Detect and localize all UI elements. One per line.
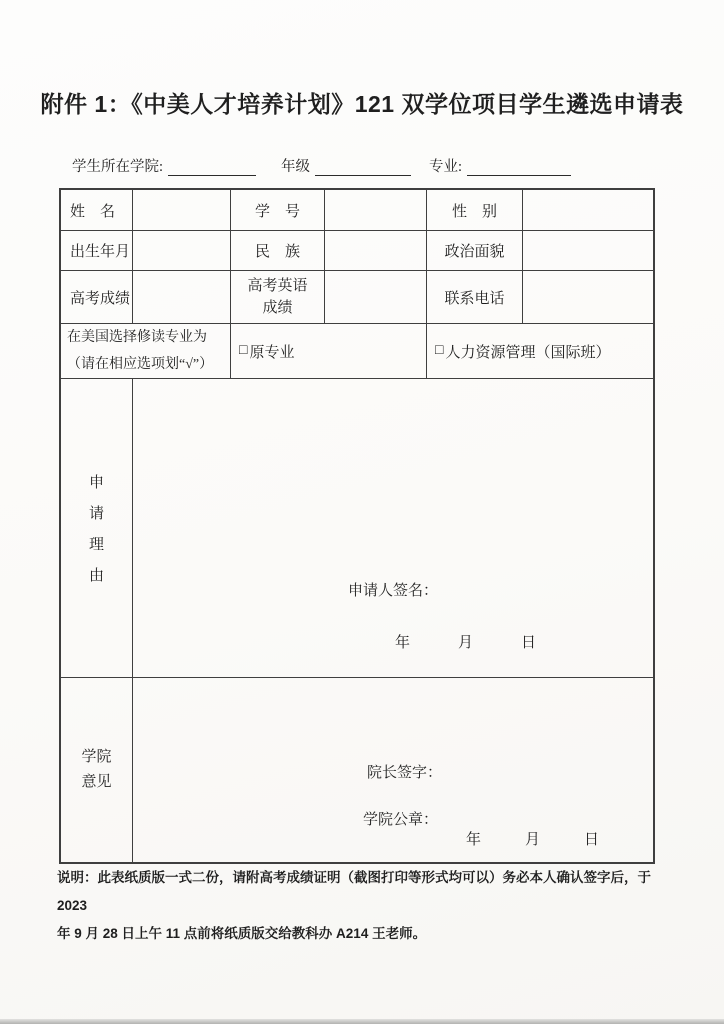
gaokao-english-value-cell[interactable] [325,271,427,324]
gender-label-cell: 性 别 [427,190,523,231]
day-label: 日 [584,832,600,848]
ethnic-value-cell[interactable] [325,231,427,271]
name-value-cell[interactable] [133,190,231,231]
reason-char: 由 [88,568,104,584]
form-title: 附件 1：《中美人才培养计划》121 双学位项目学生遴选申请表 [40,91,684,117]
scan-edge-shadow [0,1019,724,1024]
birth-label-cell: 出生年月 [61,231,133,271]
gender-value-cell[interactable] [523,190,653,231]
application-reason-content-cell[interactable] [133,379,653,678]
checkbox-icon[interactable]: □ [435,343,444,358]
college-field-label: 学生所在学院: [72,159,164,175]
name-label-cell: 姓 名 [61,190,133,231]
major-field-label: 专业: [429,159,463,175]
college-opinion-label-cell [61,678,133,862]
year-label: 年 [395,635,411,651]
political-label-cell: 政治面貌 [427,231,523,271]
table-grid [61,190,653,862]
month-label: 月 [458,635,474,651]
birth-value-cell[interactable] [133,231,231,271]
month-label: 月 [525,832,541,848]
opinion-date-line [466,828,599,849]
dean-signature-label: 院长签字： [367,765,443,781]
us-major-label-cell [61,324,231,379]
option-original-major-label: 原专业 [249,344,295,361]
college-opinion-content-cell[interactable] [133,678,653,862]
us-major-line1: 在美国选择修读专业为 [67,330,207,345]
student-id-label-cell: 学 号 [231,190,325,231]
gaokao-score-value-cell[interactable] [133,271,231,324]
phone-value-cell[interactable] [523,271,653,324]
college-input-line[interactable] [168,160,256,176]
phone-label-cell: 联系电话 [427,271,523,324]
us-major-line2: （请在相应选项划“√”） [67,357,214,372]
day-label: 日 [521,635,537,651]
gaokao-english-line1: 高考英语 [247,278,308,294]
ethnic-label-cell: 民 族 [231,231,325,271]
option-hr-management-cell[interactable] [427,324,653,379]
applicant-date-line [395,631,536,652]
header-fields [72,155,576,176]
college-opinion-line1: 学院 [81,749,112,765]
college-seal-label: 学院公章： [363,812,439,828]
application-table [59,188,655,864]
major-input-line[interactable] [467,160,571,176]
gaokao-english-line2: 成绩 [262,300,293,316]
gaokao-english-label-cell [231,271,325,324]
grade-field-label: 年级 [281,159,311,175]
footer-note [57,864,675,948]
reason-char: 申 [88,475,104,491]
political-value-cell[interactable] [523,231,653,271]
grade-input-line[interactable] [315,160,411,176]
reason-char: 理 [88,537,104,553]
application-reason-label-cell [61,379,133,678]
footer-note-line1: 说明：此表纸质版一式二份，请附高考成绩证明（截图打印等形式均可以）务必本人确认签字后，于 2023 [57,870,651,913]
gaokao-score-label-cell: 高考成绩 [61,271,133,324]
applicant-signature-label: 申请人签名： [348,583,439,599]
college-opinion-line2: 意见 [81,774,112,790]
checkbox-icon[interactable]: □ [239,343,248,358]
student-id-value-cell[interactable] [325,190,427,231]
option-hr-management-label: 人力资源管理（国际班） [445,344,611,361]
reason-char: 请 [88,506,104,522]
option-original-major-cell[interactable] [231,324,427,379]
footer-note-line2: 年 9 月 28 日上午 11 点前将纸质版交给教科办 A214 王老师。 [57,926,427,941]
year-label: 年 [466,832,482,848]
